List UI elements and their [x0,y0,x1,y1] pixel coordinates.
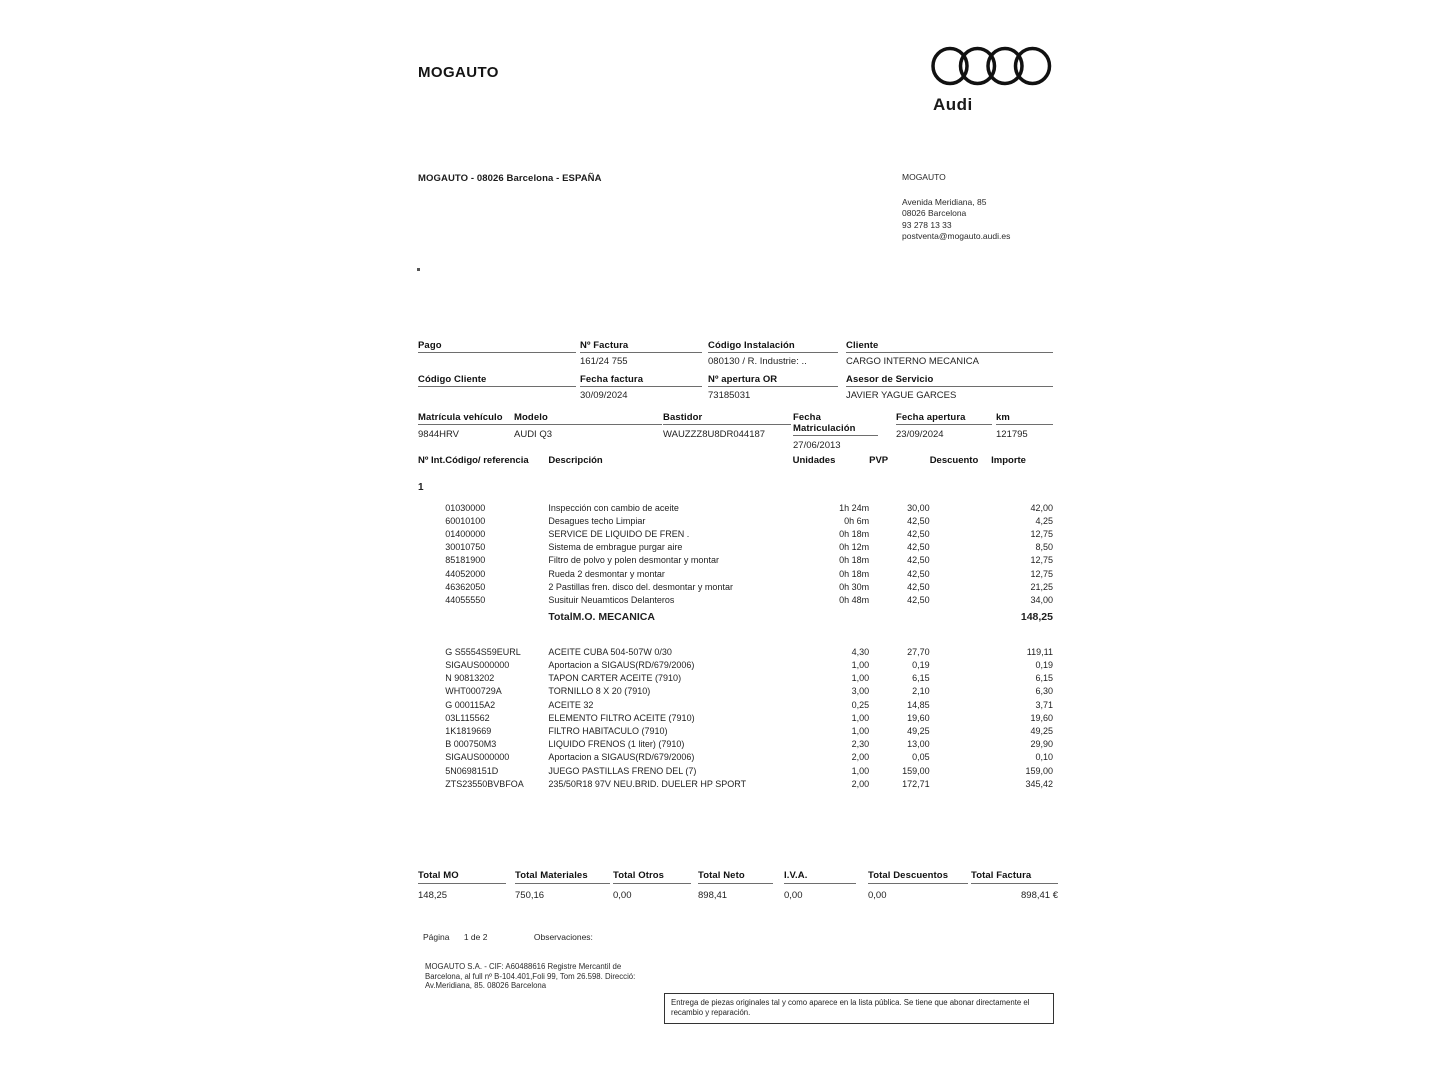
cell-pvp: 42,50 [907,568,930,579]
parts-notice-box: Entrega de piezas originales tal y como aparece en la lista pública. Se tiene que abonar directamente el recambio y reparación. [664,993,1054,1024]
cell-description: Aportacion a SIGAUS(RD/679/2006) [548,660,695,671]
spacer-cell [418,624,1053,645]
cell-pvp: 6,15 [912,673,930,684]
cell-code: 01400000 [445,528,486,539]
cell-discount [930,554,991,567]
field-num-apertura-or-value: 73185031 [708,390,751,401]
cell-units: 0,25 [851,699,870,710]
column-header-int: Nº Int. [418,455,446,466]
table-row [418,501,1053,514]
cell-discount [930,738,991,751]
cell-amount: 3,71 [1035,699,1053,710]
cell-int [418,711,445,724]
field-fecha-matriculacion-value: 27/06/2013 [793,440,841,451]
cell-pvp: 42,50 [907,515,930,526]
cell-int [418,777,445,790]
field-fecha-factura [580,374,702,401]
cell-amount: 29,90 [1030,739,1053,750]
legal-registry-text: MOGAUTO S.A. - CIF: A60488616 Registre Mercantil de Barcelona, al full nº B-104.401,Foli 99, Tom 26.598. Direcció: Av.Meridiana, 85. 08026 Barcelona [425,962,636,991]
cell-description: Inspección con cambio de aceite [548,502,679,513]
cell-amount: 12,75 [1030,555,1053,566]
field-codigo-cliente-label: Código Cliente [418,374,487,385]
cell-int [418,751,445,764]
cell-pvp [869,607,930,625]
cell-amount: 8,50 [1035,542,1053,553]
field-asesor-servicio [846,374,1053,401]
field-num-factura [580,340,702,367]
cell-discount [930,580,991,593]
cell-discount [930,672,991,685]
field-modelo-label: Modelo [514,412,548,423]
cell-discount [930,711,991,724]
cell-pvp: 19,60 [907,712,930,723]
page-number: 1 de 2 [463,932,488,942]
cell-pvp: 30,00 [907,502,930,513]
cell-int [418,738,445,751]
cell-int [418,554,445,567]
column-header-pvp: PVP [869,455,889,466]
total-mo-label: Total MO [418,870,459,881]
field-km-label: km [996,412,1010,423]
field-fecha-apertura-value: 23/09/2024 [896,429,944,440]
field-matricula-label: Matrícula vehículo [418,412,503,423]
table-row [418,685,1053,698]
field-cliente-label: Cliente [846,340,879,351]
field-cliente-value: CARGO INTERNO MECANICA [846,356,980,367]
field-codigo-instalacion [708,340,838,367]
field-km [996,412,1053,440]
field-matricula-value: 9844HRV [418,429,460,440]
cell-units: 1,00 [851,765,870,776]
cell-pvp: 172,71 [902,778,930,789]
cell-units: 1,00 [851,673,870,684]
cell-pvp: 42,50 [907,581,930,592]
cell-int [418,607,445,625]
table-row [418,724,1053,737]
cell-description: TORNILLO 8 X 20 (7910) [548,686,651,697]
total-iva-label: I.V.A. [784,870,808,881]
total-factura [971,870,1058,901]
field-fecha-apertura [896,412,992,440]
invoice-fields-row-2 [418,374,1053,408]
line-items-header-row [418,455,1053,480]
cell-code: 03L115562 [445,712,490,723]
invoice-fields-row-1 [418,340,1053,374]
invoice-fields [418,340,1053,451]
total-otros [613,870,691,901]
table-row [418,541,1053,554]
cell-code: 85181900 [445,555,486,566]
cell-int [418,593,445,606]
cell-units: 1,00 [851,712,870,723]
cell-int [418,514,445,527]
seller-line: MOGAUTO - 08026 Barcelona - ESPAÑA [418,173,602,184]
cell-amount: 12,75 [1030,528,1053,539]
cell-code: ZTS23550BVBFOA [445,778,524,789]
company-logo-text: MOGAUTO [418,64,499,81]
cell-units: 2,00 [851,752,870,763]
field-num-apertura-or-label: Nº apertura OR [708,374,778,385]
table-row [418,567,1053,580]
cell-description: ACEITE CUBA 504-507W 0/30 [548,646,672,657]
field-num-factura-label: Nº Factura [580,340,629,351]
audi-wordmark: Audi [933,95,973,114]
total-mo [418,870,506,901]
cell-amount: 6,30 [1035,686,1053,697]
cell-code: 44052000 [445,568,486,579]
cell-description: ELEMENTO FILTRO ACEITE (7910) [548,712,695,723]
field-pago-label: Pago [418,340,442,351]
total-descuentos-value: 0,00 [868,890,887,901]
cell-units: 1,00 [851,726,870,736]
total-descuentos-label: Total Descuentos [868,870,949,881]
cell-units [787,607,870,625]
cell-units: 0h 12m [839,542,870,553]
cell-code [445,607,548,625]
table-row [418,751,1053,764]
line-items-body [418,480,1053,790]
cell-int [418,658,445,671]
table-row [418,593,1053,606]
table-row [418,514,1053,527]
table-row [418,764,1053,777]
cell-units: 0h 30m [839,581,870,592]
column-header-amount: Importe [991,455,1026,466]
field-fecha-apertura-label: Fecha apertura [896,412,966,423]
cell-units: 0h 6m [844,515,870,526]
cell-code: 1K1819669 [445,726,492,736]
cell-description: 235/50R18 97V NEU.BRID. DUELER HP SPORT [548,778,747,789]
cell-code: G S5554S59EURL [445,646,521,657]
observaciones-label: Observaciones: [533,932,593,942]
cell-amount: 19,60 [1030,712,1053,723]
cell-pvp: 42,50 [907,542,930,553]
labour-total-row [418,607,1053,625]
cell-units: 2,00 [851,778,870,789]
cell-units: 1h 24m [839,502,870,513]
cell-int [418,672,445,685]
cell-pvp: 0,05 [912,752,930,763]
total-factura-label: Total Factura [971,870,1032,881]
cell-discount [930,645,991,658]
field-asesor-servicio-label: Asesor de Servicio [846,374,934,385]
cell-int [418,567,445,580]
cell-pvp: 49,25 [907,726,930,736]
total-mo-value: 148,25 [418,890,448,901]
field-bastidor-label: Bastidor [663,412,703,423]
margin-mark [417,268,420,271]
dealer-email: postventa@mogauto.audi.es [902,231,1011,241]
cell-discount [930,567,991,580]
cell-discount [930,541,991,554]
cell-description: Sistema de embrague purgar aire [548,542,683,553]
cell-units: 0h 18m [839,528,870,539]
cell-code: B 000750M3 [445,739,497,750]
labour-total-amount: 148,25 [1020,610,1053,623]
cell-description: 2 Pastillas fren. disco del. desmontar y montar [548,581,733,592]
cell-discount [930,593,991,606]
field-matricula [418,412,514,440]
field-km-value: 121795 [996,429,1028,440]
cell-pvp: 14,85 [907,699,930,710]
field-fecha-matriculacion-label: Fecha Matriculación [793,412,856,434]
cell-amount: 21,25 [1030,581,1053,592]
total-iva-value: 0,00 [784,890,803,901]
cell-code: 44055550 [445,594,486,605]
cell-description: SERVICE DE LIQUIDO DE FREN . [548,528,690,539]
field-cliente [846,340,1053,367]
field-num-apertura-or [708,374,838,401]
cell-units: 2,30 [851,739,870,750]
cell-code: N 90813202 [445,673,495,684]
cell-code: 60010100 [445,515,486,526]
cell-int [418,724,445,737]
audi-rings-icon [930,46,1052,86]
labour-total-label: TotalM.O. MECANICA [548,610,655,623]
cell-amount: 0,19 [1035,660,1053,671]
field-bastidor-value: WAUZZZ8U8DR044187 [663,429,766,440]
totals-header-row [418,870,1058,901]
cell-pvp: 0,19 [912,660,930,671]
cell-amount: 42,00 [1030,502,1053,513]
total-materiales-value: 750,16 [515,890,545,901]
column-header-discount: Descuento [929,455,979,466]
total-neto [698,870,773,901]
table-row [418,672,1053,685]
table-row [418,554,1053,567]
cell-description: Desagues techo Limpiar [548,515,646,526]
cell-code: 30010750 [445,542,486,553]
cell-units: 0h 18m [839,568,870,579]
cell-discount [930,777,991,790]
table-row [418,777,1053,790]
dealer-phone: 93 278 13 33 [902,219,952,230]
field-num-factura-value: 161/24 755 [580,356,628,367]
total-otros-label: Total Otros [613,870,665,881]
table-row [418,658,1053,671]
table-row [418,580,1053,593]
dealer-address: Avenida Meridiana, 85 [902,196,987,207]
cell-pvp: 13,00 [907,739,930,750]
cell-discount [930,698,991,711]
cell-discount [930,514,991,527]
cell-description: LIQUIDO FRENOS (1 liter) (7910) [548,739,685,750]
cell-int [418,685,445,698]
cell-int [418,580,445,593]
dealer-address-block [902,172,1010,243]
cell-int [418,698,445,711]
line-items-table [418,455,1053,790]
cell-code: WHT000729A [445,686,502,697]
cell-description: Susituir Neuamticos Delanteros [548,594,675,605]
cell-code: G 000115A2 [445,699,496,710]
cell-units: 4,30 [851,646,870,657]
cell-int [418,764,445,777]
field-bastidor [663,412,791,440]
cell-description: Aportacion a SIGAUS(RD/679/2006) [548,752,695,763]
group-marker-value: 1 [418,482,424,493]
cell-discount [930,764,991,777]
total-factura-value: 898,41 € [1021,890,1058,901]
cell-amount: 12,75 [1030,568,1053,579]
cell-pvp: 42,50 [907,594,930,605]
total-iva [784,870,856,901]
cell-discount [930,527,991,540]
group-marker-row [418,480,1053,501]
cell-description: Filtro de polvo y polen desmontar y montar [548,555,719,566]
cell-discount [930,501,991,514]
field-codigo-instalacion-value: 080130 / R. Industrie: .. [708,356,807,367]
cell-description: TAPON CARTER ACEITE (7910) [548,673,682,684]
field-codigo-cliente [418,374,576,390]
dealer-city: 08026 Barcelona [902,208,967,218]
field-fecha-matriculacion [793,412,878,451]
cell-discount [930,685,991,698]
cell-pvp: 2,10 [912,686,930,697]
cell-amount: 34,00 [1030,594,1053,605]
total-materiales [515,870,610,901]
cell-code: 01030000 [445,502,486,513]
cell-amount: 4,25 [1035,515,1053,526]
cell-amount: 6,15 [1035,673,1053,684]
vehicle-info-row [418,412,1053,451]
field-modelo [514,412,662,440]
cell-int [418,527,445,540]
cell-code: SIGAUS000000 [445,660,510,671]
field-fecha-factura-label: Fecha factura [580,374,644,385]
cell-int [418,541,445,554]
footer-meta [423,932,593,942]
cell-pvp: 159,00 [902,765,930,776]
table-row [418,698,1053,711]
field-codigo-instalacion-label: Código Instalación [708,340,795,351]
cell-pvp: 27,70 [907,646,930,657]
table-row [418,738,1053,751]
field-pago [418,340,576,356]
totals-section [418,870,1058,901]
cell-int [418,645,445,658]
field-pago-value [418,353,576,356]
cell-discount [930,724,991,737]
cell-amount: 345,42 [1025,778,1053,789]
cell-code: SIGAUS000000 [445,752,510,763]
cell-units: 3,00 [851,686,870,697]
dealer-name: MOGAUTO [902,172,946,182]
column-header-code: Código/ referencia [445,455,529,466]
cell-int [418,501,445,514]
table-row [418,645,1053,658]
cell-description: JUEGO PASTILLAS FRENO DEL (7) [548,765,697,776]
cell-units: 0h 48m [839,594,870,605]
field-asesor-servicio-value: JAVIER YAGUE GARCES [846,390,957,401]
cell-amount: 0,10 [1035,752,1053,763]
table-row [418,527,1053,540]
cell-discount [930,658,991,671]
total-otros-value: 0,00 [613,890,632,901]
total-neto-value: 898,41 [698,890,728,901]
cell-code: 5N0698151D [445,765,499,776]
cell-pvp: 42,50 [907,555,930,566]
cell-discount [930,751,991,764]
column-header-units: Unidades [792,455,836,466]
cell-description: Rueda 2 desmontar y montar [548,568,665,579]
cell-units: 0h 18m [839,555,870,566]
column-header-description: Descripción [548,455,603,466]
cell-description: ACEITE 32 [548,699,594,710]
total-materiales-label: Total Materiales [515,870,588,881]
cell-amount: 159,00 [1025,765,1053,776]
field-codigo-cliente-value [418,387,576,390]
cell-pvp: 42,50 [907,528,930,539]
cell-description: FILTRO HABITACULO (7910) [548,726,668,736]
total-neto-label: Total Neto [698,870,745,881]
field-modelo-value: AUDI Q3 [514,429,553,440]
cell-discount [930,607,991,625]
spacer-row [418,624,1053,645]
cell-units: 1,00 [851,660,870,671]
total-descuentos [868,870,968,901]
cell-amount: 49,25 [1030,726,1053,736]
table-row [418,711,1053,724]
cell-amount: 119,11 [1026,646,1053,657]
field-fecha-factura-value: 30/09/2024 [580,390,628,401]
page-label: Página [423,932,450,942]
cell-code: 46362050 [445,581,486,592]
